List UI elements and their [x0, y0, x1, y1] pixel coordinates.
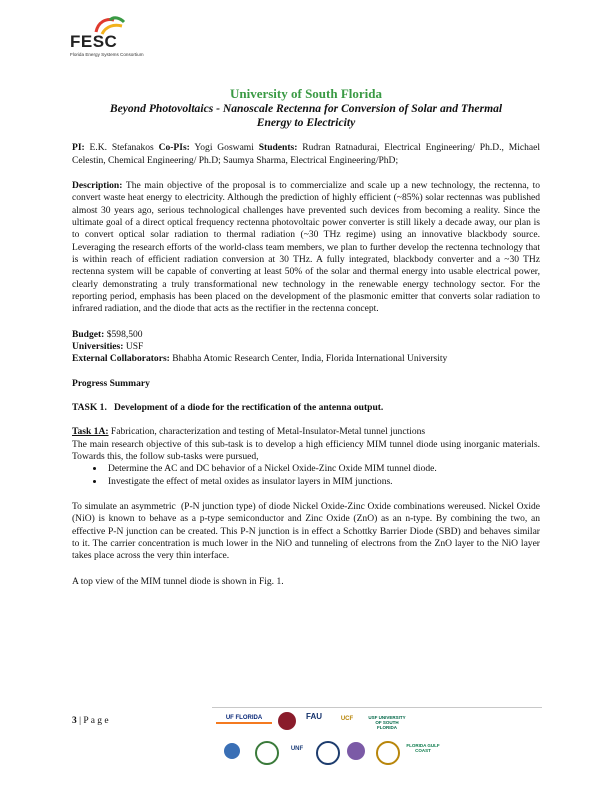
description-text: The main objective of the proposal is to commercialize and scale up a new technology, the rectenna, to convert waste heat energy to electricity. Although the prediction of highly efficient (~85%) solar rectennas was published almost 30 years ago, serious technological challenges have prevented such devices from becoming a reality. Since the ultimate goal of a direct optical frequency rectenna photovoltaic power converter is still likely a decade away, our plan is to convert optical solar radiation to thermal radiation (~30 THz regime) using an innovative blackbody source. Leveraging the research efforts of the world-class team members, we plan to further develop the rectenna technology that is within reach of efficient radiation conversion at 30 THz. A fully integrated, blackbody converter and a ~30 THz rectenna system will be capable of converting at least 50% of the solar and thermal energy into usable electrical power, clearly demonstrating a truly transformational new technology in the renewable energy technology sector. For the reporting period, emphasis has been placed on the development of the plasmonic emitter that converts solar radiation to infrared radiation, and the diode that acts as the rectifier in the rectenna concept. — [72, 179, 540, 315]
collaborators-value: Bhabha Atomic Research Center, India, Florida International University — [169, 353, 448, 365]
fiu-seal-icon — [376, 741, 400, 765]
bullet-item: • Investigate the effect of metal oxides as insulator layers in MIM junctions. — [105, 476, 540, 488]
universities-line — [72, 341, 540, 353]
budget-label: Budget: — [72, 328, 105, 340]
ncf-seal-icon — [316, 741, 340, 765]
task1-heading-text: TASK 1. Development of a diode for the rectification of the antenna output. — [72, 402, 384, 414]
task1a-line — [72, 426, 540, 438]
famu-seal-icon — [255, 741, 279, 765]
copi-label: Co-PIs: — [158, 142, 190, 154]
fsu-seal-icon — [278, 712, 296, 730]
usf-logo: USF UNIVERSITY OF SOUTH FLORIDA — [368, 715, 406, 730]
logo-subtitle: Florida Energy Systems Consortium — [70, 52, 144, 57]
students-names: Rudran Ratnadurai, Electrical Engineering/ Ph.D., Michael Celestin, Chemical Engineering/ Ph.D; Saumya Sharma, Electrical Engineering/PhD; — [72, 142, 540, 166]
collaborators-line — [72, 353, 540, 365]
fgcu-logo: FLORIDA GULF COAST — [406, 743, 440, 753]
task1a-body: The main research objective of this sub-task is to develop a high efficiency MIM tunnel diode using inorganic materials. Towards this, the follow sub-tasks were pursued, — [72, 438, 540, 463]
document-body — [72, 86, 543, 588]
students-label: Students: — [258, 142, 298, 154]
universities-label: Universities: — [72, 341, 124, 352]
fau-logo: FAU — [306, 712, 322, 721]
task1a-bullets — [72, 463, 540, 488]
uf-logo: UF FLORIDA — [216, 715, 272, 724]
description-label: Description: — [72, 179, 123, 191]
partner-logos — [210, 709, 542, 775]
pi-name: E.K. Stefanakos — [84, 142, 159, 154]
budget-line — [72, 329, 540, 341]
progress-heading-text: Progress Summary — [72, 377, 150, 389]
collaborators-label: External Collaborators: — [72, 353, 170, 365]
universities-value: USF — [123, 341, 144, 352]
bullet-item: • Determine the AC and DC behavior of a Nickel Oxide-Zinc Oxide MIM tunnel diode. — [105, 463, 540, 475]
figure-reference: A top view of the MIM tunnel diode is shown in Fig. 1. — [72, 575, 284, 587]
title-line-2: Energy to Electricity — [256, 115, 356, 129]
document-title — [72, 102, 540, 129]
pi-label: PI: — [72, 142, 85, 154]
budget-value: $598,500 — [104, 328, 143, 340]
unf-logo: UNF — [290, 746, 304, 752]
people-paragraph — [72, 142, 540, 167]
title-line-1: Beyond Photovoltaics - Nanoscale Rectenna for Conversion of Solar and Thermal — [109, 102, 503, 115]
description-paragraph — [72, 180, 540, 316]
ucf-logo: UCF — [340, 716, 354, 722]
footer — [72, 706, 540, 776]
florida-poly-icon — [347, 742, 365, 760]
logo-text: FESC — [70, 32, 118, 51]
task1-heading — [72, 402, 540, 414]
page-number-value: 3 — [72, 716, 77, 726]
task1a-title: Fabrication, characterization and testing of Metal-Insulator-Metal tunnel junctions — [108, 426, 426, 438]
university-name: University of South Florida — [229, 86, 383, 101]
page-number — [72, 716, 109, 726]
task1a-label: Task 1A: — [72, 426, 109, 438]
uwf-seal-icon — [224, 743, 240, 759]
pn-junction-paragraph: To simulate an asymmetric (P-N junction type) of diode Nickel Oxide-Zinc Oxide combinations wereused. Nickel Oxide (NiO) is known to behave as a p-type semiconductor and Zinc Oxide (ZnO) as an n-type. By combining the two, an effective P-N junction can be created. This P-N junction is in effect a Schottky Barrier Diode (SBD) and behaves similar to it. The carrier concentration is much lower in the NiO and tunneling of electrons from the ZnO layer to the NiO layer takes place across the very thin interface. — [72, 501, 543, 562]
progress-heading — [72, 378, 540, 390]
copi-name: Yogi Goswami — [189, 142, 259, 154]
fesc-logo — [70, 16, 190, 62]
page-label: | P a g e — [76, 716, 109, 726]
footer-rule — [212, 707, 542, 708]
